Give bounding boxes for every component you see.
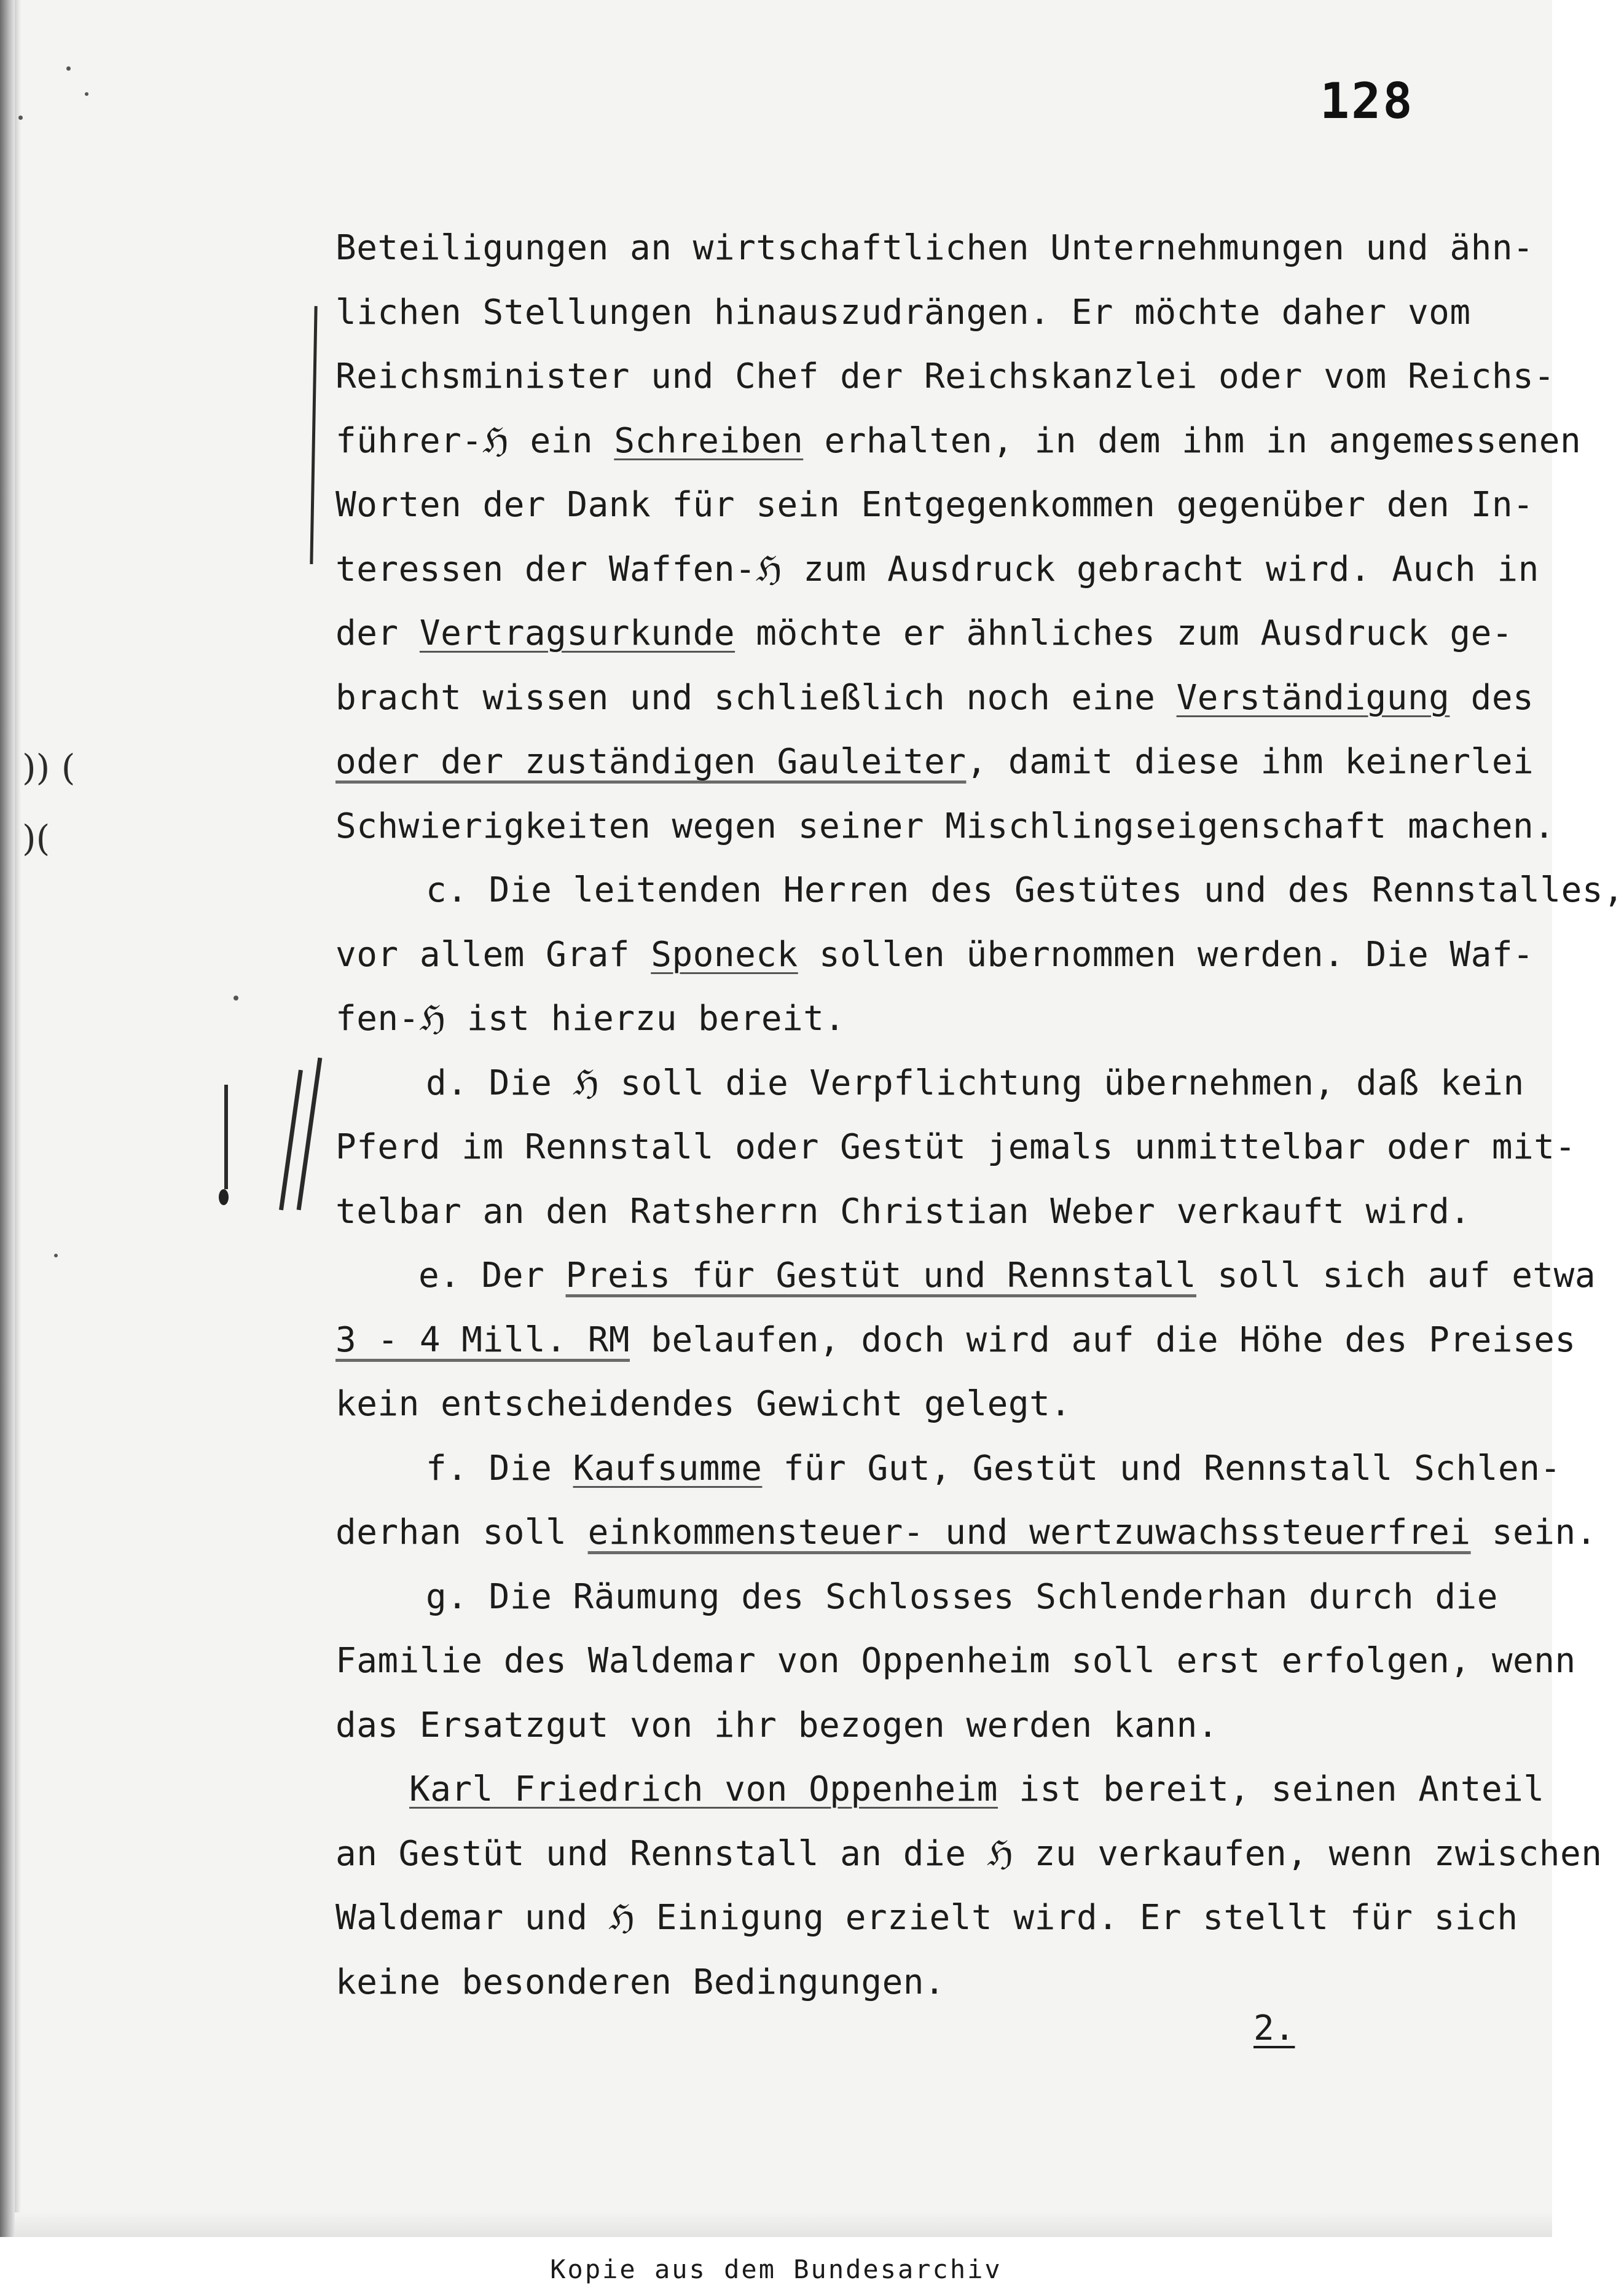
edge-speck	[54, 1254, 58, 1257]
text-line	[335, 859, 1624, 923]
text-line	[335, 1886, 1518, 1951]
text-line	[335, 1565, 1503, 1630]
text-segment: sollen übernommen werden. Die Waf-	[798, 934, 1534, 975]
text-segment: führer-ℌ ein	[335, 420, 614, 461]
underlined-text: oder der zuständigen Gauleiter	[335, 742, 967, 782]
text-line	[335, 602, 1513, 666]
edge-speck	[233, 996, 238, 1001]
text-segment: Worten der Dank für sein Entgegenkommen gegenüber den In-	[335, 485, 1534, 525]
text-line	[335, 281, 1503, 345]
underlined-text: Preis für Gestüt und Rennstall	[565, 1256, 1196, 1295]
text-line	[335, 216, 1534, 281]
text-line	[335, 666, 1534, 731]
text-segment: telbar an den Ratsherrn Christian Weber verkauft wird.	[335, 1191, 1471, 1232]
edge-speck	[66, 66, 71, 71]
text-segment: soll sich auf etwa	[1196, 1256, 1596, 1295]
text-segment: Reichsminister und Chef der Reichskanzlei oder vom Reichs-	[335, 356, 1555, 396]
text-segment: Pferd im Rennstall oder Gestüt jemals unmittelbar oder mit-	[335, 1127, 1576, 1167]
text-segment: Familie des Waldemar von Oppenheim soll erst erfolgen, wenn	[335, 1641, 1576, 1681]
text-line	[335, 1501, 1597, 1565]
text-segment: c. Die leitenden Herren des Gestütes und des Rennstalles,	[426, 870, 1624, 910]
underlined-text: Schreiben	[614, 420, 804, 461]
text-segment: sein.	[1470, 1512, 1597, 1552]
text-line	[335, 730, 1534, 795]
text-line	[335, 795, 1555, 859]
edge-hole-mark: )) (	[22, 747, 76, 788]
underlined-text: Karl Friedrich von Oppenheim	[409, 1769, 998, 1809]
underlined-text: Verständigung	[1176, 677, 1450, 718]
edge-hole-mark: )(	[22, 817, 50, 859]
text-line	[335, 538, 1539, 602]
text-line	[335, 409, 1582, 474]
text-line	[335, 987, 1503, 1052]
text-line	[335, 1052, 1524, 1116]
text-line	[335, 1629, 1576, 1694]
text-segment: möchte er ähnliches zum Ausdruck ge-	[735, 613, 1513, 653]
text-line	[335, 1822, 1602, 1887]
binding-edge	[0, 0, 15, 2296]
underlined-text: Sponeck	[651, 934, 798, 975]
underlined-text: Vertragsurkunde	[419, 613, 736, 653]
text-segment: Waldemar und ℌ Einigung erzielt wird. Er stellt für sich	[335, 1898, 1518, 1938]
underlined-text: 3 - 4 Mill. RM	[335, 1319, 630, 1360]
text-line	[335, 473, 1534, 538]
text-line	[335, 1694, 1503, 1758]
edge-speck	[18, 116, 23, 120]
continuation-mark: 2.	[1253, 2008, 1295, 2048]
text-segment: keine besonderen Bedingungen.	[335, 1962, 946, 2002]
text-segment: lichen Stellungen hinauszudrängen. Er möchte daher vom	[335, 292, 1471, 332]
text-segment: derhan soll	[335, 1512, 588, 1552]
text-segment: das Ersatzgut von ihr bezogen werden kann.	[335, 1705, 1219, 1745]
margin-pencil-line	[224, 1085, 228, 1189]
text-line	[335, 1758, 1545, 1822]
text-segment: der	[335, 613, 420, 653]
text-line	[335, 1372, 1503, 1437]
text-line	[335, 1244, 1596, 1308]
text-segment: ist bereit, seinen Anteil	[998, 1769, 1545, 1809]
text-segment: belaufen, doch wird auf die Höhe des Preises	[630, 1319, 1576, 1360]
text-segment: d. Die ℌ soll die Verpflichtung übernehmen, daß kein	[426, 1063, 1524, 1103]
document-body	[335, 216, 1624, 2015]
text-segment: bracht wissen und schließlich noch eine	[335, 677, 1177, 718]
text-segment: f. Die	[426, 1448, 573, 1488]
text-segment: für Gut, Gestüt und Rennstall Schlen-	[762, 1448, 1561, 1488]
text-segment: kein entscheidendes Gewicht gelegt.	[335, 1384, 1072, 1424]
text-line	[335, 345, 1555, 409]
text-line	[335, 1308, 1576, 1373]
archive-footer: Kopie aus dem Bundesarchiv	[550, 2254, 1002, 2284]
sheet-bottom-shade	[15, 2212, 1552, 2237]
underlined-text: einkommensteuer- und wertzuwachssteuerfrei	[587, 1512, 1471, 1552]
text-segment: erhalten, in dem ihm in angemessenen	[803, 420, 1582, 461]
binding-shadow	[15, 0, 21, 2296]
margin-pencil-line	[310, 306, 317, 564]
text-line	[335, 1180, 1503, 1244]
text-line	[335, 1437, 1561, 1501]
text-segment: e. Der	[418, 1256, 566, 1295]
text-segment: , damit diese ihm keinerlei	[966, 742, 1534, 782]
text-segment: an Gestüt und Rennstall an die ℌ zu verkaufen, wenn zwischen	[335, 1833, 1602, 1874]
text-segment: g. Die Räumung des Schlosses Schlenderhan durch die	[426, 1576, 1498, 1617]
text-segment: Schwierigkeiten wegen seiner Mischlingseigenschaft machen.	[335, 806, 1555, 846]
text-segment: teressen der Waffen-ℌ zum Ausdruck gebracht wird. Auch in	[335, 549, 1539, 589]
text-segment: des	[1449, 677, 1534, 718]
text-line	[335, 923, 1534, 988]
text-line	[335, 1951, 1503, 2015]
text-segment: Beteiligungen an wirtschaftlichen Unternehmungen und ähn-	[335, 228, 1534, 268]
page-number: 128	[1320, 73, 1414, 130]
text-segment: vor allem Graf	[335, 934, 651, 975]
text-line	[335, 1115, 1576, 1180]
edge-speck	[85, 92, 88, 96]
text-segment: fen-ℌ ist hierzu bereit.	[335, 999, 845, 1039]
margin-ink-dot	[219, 1189, 229, 1205]
underlined-text: Kaufsumme	[573, 1448, 763, 1488]
